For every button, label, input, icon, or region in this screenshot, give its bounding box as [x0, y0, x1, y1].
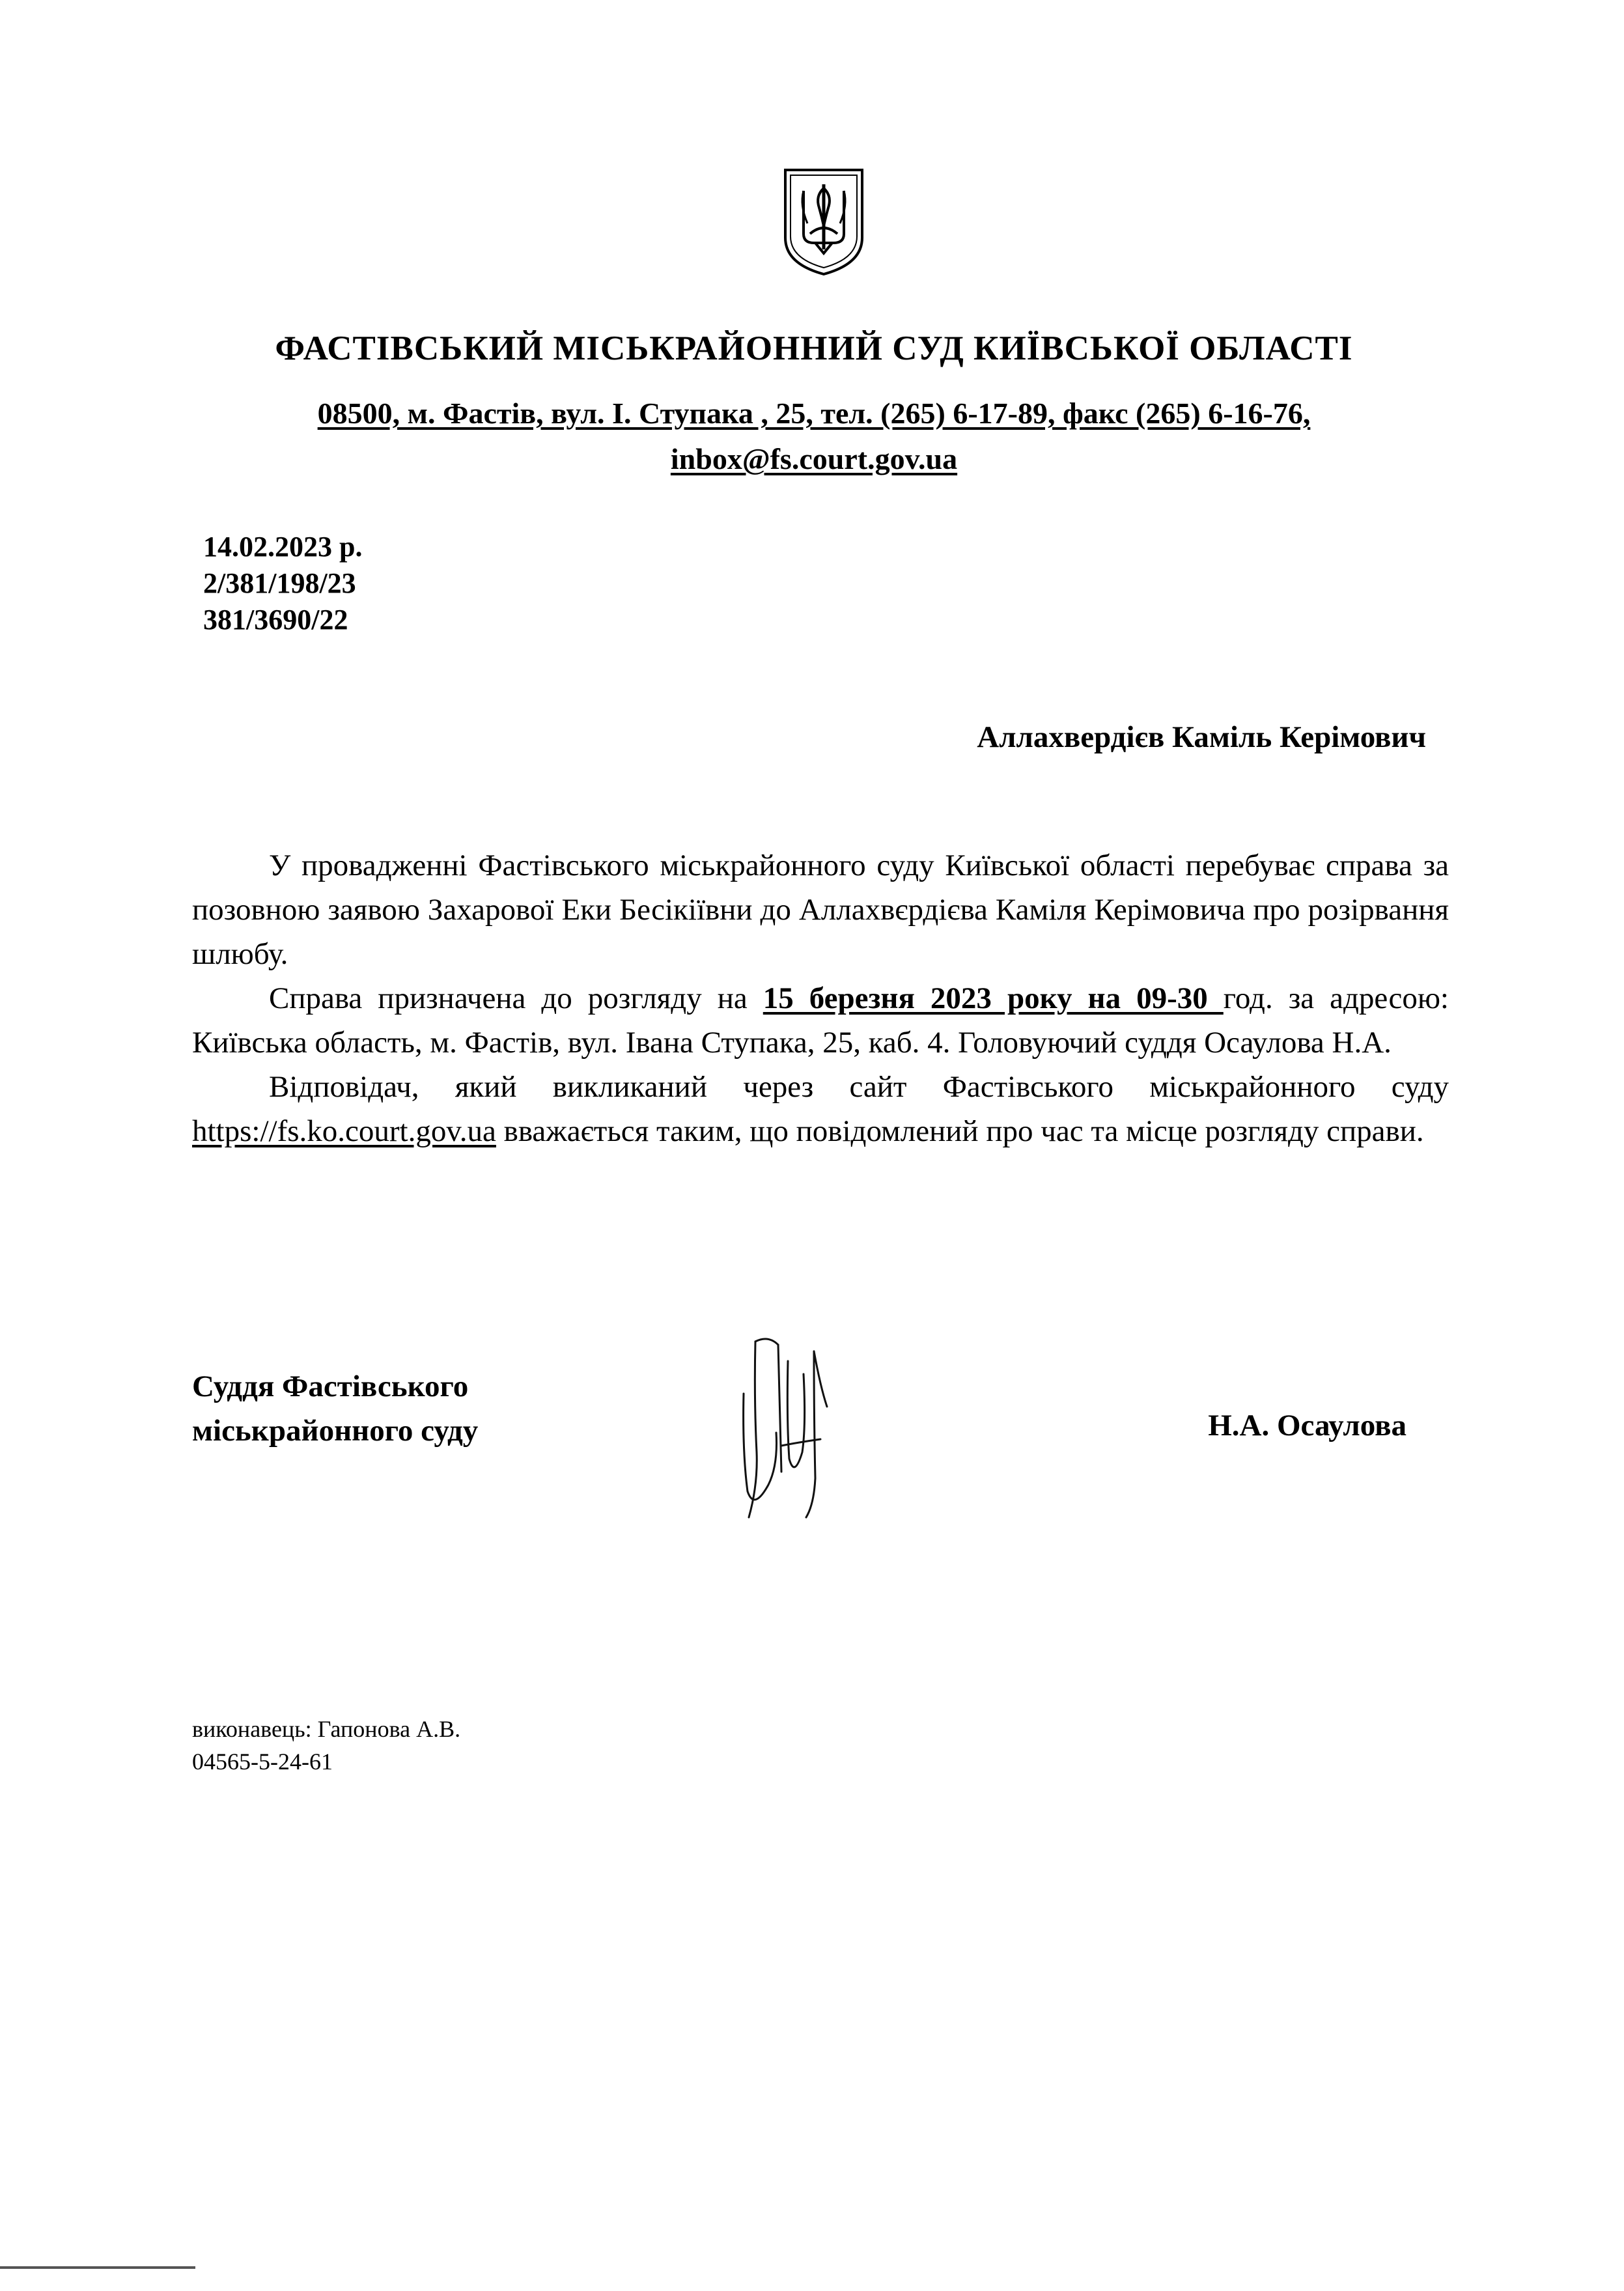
executor-name: виконавець: Гапонова А.В. — [192, 1716, 461, 1742]
addressee-name: Аллахвердієв Каміль Керімович — [977, 720, 1426, 754]
document-references — [203, 529, 362, 638]
hearing-date: 15 березня 2023 року на 09-30 — [763, 981, 1224, 1015]
executor-phone: 04565-5-24-61 — [192, 1749, 333, 1775]
handwritten-signature-icon — [716, 1322, 860, 1530]
coat-of-arms-icon — [781, 166, 866, 277]
court-email-link[interactable]: inbox@fs.court.gov.ua — [670, 442, 958, 475]
judge-name: Н.А. Осаулова — [1208, 1409, 1407, 1442]
letter-body — [192, 843, 1449, 1153]
document-date: 14.02.2023 р. — [203, 531, 363, 563]
judge-title: Суддя Фастівського міськрайонного суду — [192, 1370, 479, 1448]
reference-number: 2/381/198/23 — [203, 567, 356, 599]
address-line: 08500, м. Фастів, вул. І. Ступака , 25, тел. (265) 6-17-89, факс (265) 6-16-76, — [317, 397, 1311, 430]
paragraph-hearing: Справа призначена до розгляду на 15 березня 2023 року на 09-30 год. за адресою: Київська область, м. Фастів, вул. Івана Ступака, 25, каб. 4. Головуючий суддя Осаулова Н.А. — [192, 981, 1449, 1060]
paragraph-case: У провадженні Фастівського міськрайонного суду Київської області перебуває справа за позовною заявою Захарової Еки Бесікіївни до Аллахвєрдієва Каміля Керімовича про розірвання шлюбу. — [192, 849, 1449, 971]
email-line — [195, 436, 1433, 482]
court-address — [195, 391, 1433, 482]
court-name: ФАСТІВСЬКИЙ МІСЬКРАЙОННИЙ СУД КИЇВСЬКОЇ ОБЛАСТІ — [275, 330, 1353, 367]
case-number: 381/3690/22 — [203, 604, 348, 636]
scan-artifact — [0, 2266, 195, 2269]
court-website-link[interactable]: https://fs.ko.court.gov.ua — [192, 1114, 496, 1148]
executor-info — [192, 1713, 460, 1778]
paragraph-notice: Відповідач, який викликаний через сайт Фастівського міськрайонного суду https://fs.ko.court.gov.ua вважається таким, що повідомлений про час та місце розгляду справи. — [192, 1070, 1449, 1148]
